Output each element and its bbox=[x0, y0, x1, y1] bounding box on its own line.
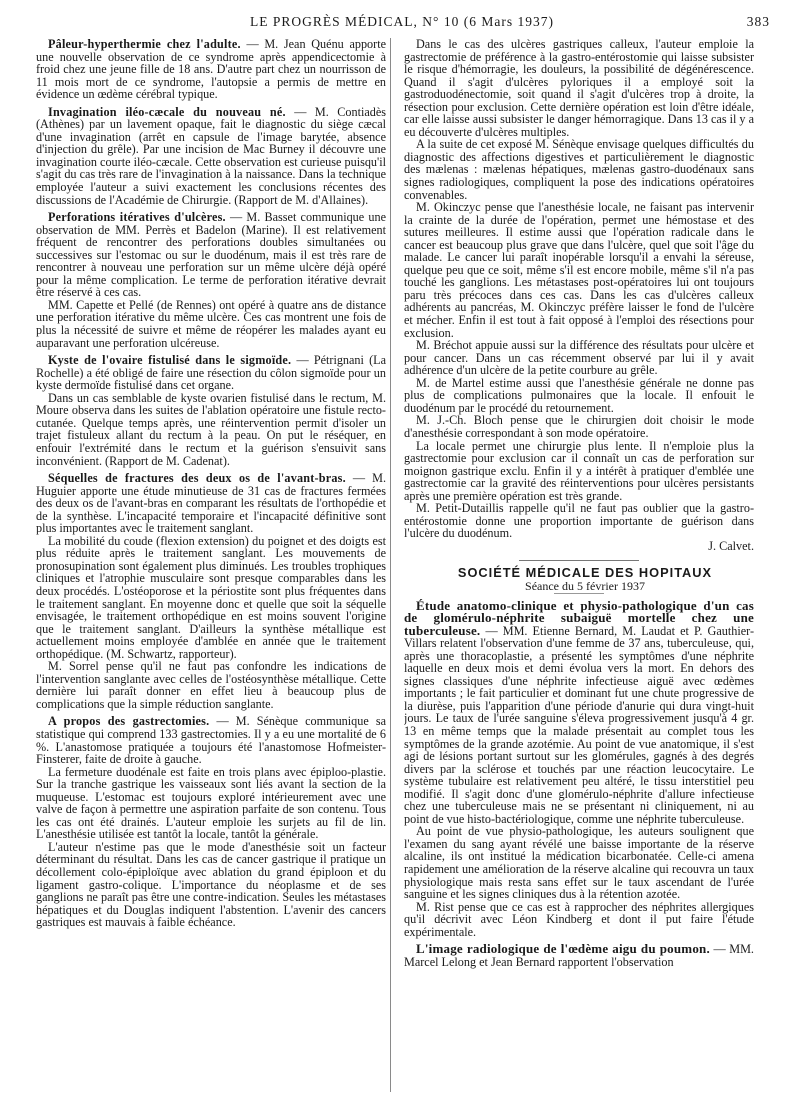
article-paragraph: M. Sorrel pense qu'il ne faut pas confondre les indications de l'intervention sanglante avec celles de l'ostéosynthèse métallique. Cette dernière lui paraît donner en effet lieu à beaucoup plus de complications que la simple réduction sanglante. bbox=[36, 659, 386, 711]
section-rule bbox=[519, 560, 639, 561]
article-title: A propos des gastrectomies. bbox=[48, 714, 210, 729]
column-divider bbox=[390, 38, 391, 1092]
article-paragraph bbox=[36, 106, 386, 206]
session-date: Séance du 5 février 1937 bbox=[525, 578, 645, 593]
right-column-paragraphs bbox=[404, 38, 754, 540]
article bbox=[36, 472, 386, 710]
article-paragraph: A la suite de cet exposé M. Sénèque envisage quelques difficultés du diagnostic des affections digestives et particulièrement le diagnostic des mælenas : mælenas hépatiques, mælenas gastro-duodénaux sans signes radiologiques, compliquent la pose des indications opératoires convenables. bbox=[404, 137, 754, 202]
article-title: Séquelles de fractures des deux os de l'avant-bras. bbox=[48, 471, 346, 486]
article-body: — M. Jean Quénu apporte une nouvelle observation de ce syndrome après appendicectomie à froid chez une jeune fille de 18 ans. D'autre part chez un nourrisson de 11 mois mort de ce syndrome, l'autopsie a permis de mettre en évidence un œdème cérébral typique. bbox=[36, 38, 386, 102]
article bbox=[36, 106, 386, 206]
society-title: SOCIÉTÉ MÉDICALE DES HOPITAUX bbox=[457, 565, 713, 581]
article-body: — M. Basset communique une observation de MM. Perrès et Badelon (Marine). Il est relativement fréquent de rencontrer des perforations doubles simultanées ou successives sur l'estomac ou sur le duodénum, mais il est très rare de rencontrer à nouveau une perforation sur un même ulcère déjà opéré pour la même complication. Le terme de perforation itérative devrait être réservé à ces cas. bbox=[36, 210, 386, 300]
article bbox=[36, 211, 386, 349]
left-column bbox=[36, 38, 386, 1088]
article-paragraph: M. J.-Ch. Bloch pense que le chirurgien doit choisir le mode d'anesthésie correspondant à son mode opératoire. bbox=[404, 413, 754, 440]
article-oedeme-poumon bbox=[404, 943, 754, 968]
article-title: Kyste de l'ovaire fistulisé dans le sigmoïde. bbox=[48, 353, 292, 368]
article-paragraph: M. Bréchot appuie aussi sur la différence des résultats pour ulcère et pour cancer. Dans un cas récemment observé par lui il y avait adhérence d'un ulcère de la petite courbure au grêle. bbox=[404, 338, 754, 378]
article-paragraph: Au point de vue physio-pathologique, les auteurs soulignent que l'examen du sang ayant révélé une baisse importante de la réserve alcaline, ils ont institué la médication bicarbonatée. Celle-ci amena rapidement une amélioration de la réserve alcaline qui recouvra un taux physiologique mais resta sans effet sur le taux ascendant de l'urée sanguine et les signes cliniques dus à la rétention azotée. bbox=[404, 824, 754, 902]
article-glomerulonephrite bbox=[404, 597, 754, 939]
article-paragraph: MM. Capette et Pellé (de Rennes) ont opéré à quatre ans de distance une perforation itérative du même ulcère. Ces cas montrent une fois de plus la nécessité de suivre et même de réopérer les malades ayant eu auparavant une perforation ulcéreuse. bbox=[36, 297, 386, 350]
article-body: — M. Huguier apporte une étude minutieuse de 31 cas de fractures fermées des deux os de l'avant-bras en comparant les résultats de l'orthopédie et de la synthèse. L'incapacité temporaire et l'incapacité définitive sont plus importantes avec le traitement sanglant. bbox=[36, 471, 386, 536]
article-body: — M. Sénèque communique sa statistique qui comprend 133 gastrectomies. Il y a eu une mortalité de 6 %. L'anastomose pratiquée a toujours été l'anastomose Hofmeister-Finsterer, faite de droite à gauche. bbox=[36, 714, 386, 767]
article-title: L'image radiologique de l'œdème aigu du poumon. bbox=[416, 941, 710, 957]
journal-title: LE PROGRÈS MÉDICAL, N° 10 (6 Mars 1937) bbox=[250, 14, 554, 29]
article-paragraph: La fermeture duodénale est faite en trois plans avec épiploo-plastie. Sur la tranche gastrique les vaisseaux sont liés avant la section de la muqueuse. L'estomac est toujours exploré intérieurement avec une valve de façon à permettre une aspiration parfaite de son contenu. Tous les cas ont été drainés. L'auteur emploie les surjets au fil de lin. L'anesthésie utilisée est tantôt la locale, tantôt la générale. bbox=[36, 764, 386, 842]
article-title: Perforations itératives d'ulcères. bbox=[48, 210, 226, 225]
right-column bbox=[404, 38, 754, 1088]
article-body: — MM. Marcel Lelong et Jean Bernard rapportent l'observation bbox=[404, 942, 754, 969]
article-paragraph bbox=[36, 354, 386, 392]
article bbox=[36, 38, 386, 101]
article bbox=[36, 354, 386, 467]
signature: J. Calvet. bbox=[708, 538, 754, 553]
article-paragraph bbox=[36, 472, 386, 535]
article-paragraph: M. Rist pense que ce cas est à rapprocher des néphrites allergiques qu'il décrivit avec Léon Kindberg et dont il put faire l'étude expérimentale. bbox=[404, 899, 754, 939]
running-head bbox=[34, 14, 770, 34]
page-number: 383 bbox=[746, 14, 770, 29]
article-paragraph: M. Okinczyc pense que l'anesthésie locale, ne faisant pas intervenir la crainte de la durée de l'opération, permet une hémostase et des sutures meilleures. Il estime aussi que l'opération radicale dans le cancer est beaucoup plus grave que dans l'ulcère, quel que soit l'âge du malade. Le cancer lui paraît inopérable lorsqu'il a envahi la séreuse, quelque peu que ce soit, même s'il est encore mobile, même s'il n'a pas touché les ganglions. Les métastases post-opératoires lui ont toujours paru très précoces dans ces cas. Dans les cas d'ulcères calleux adhérents au pancréas, M. Okinczyc préfère laisser le fond de l'ulcère et mécher. Enfin il est tout à fait opposé à l'emploi des résections pour exclusion. bbox=[404, 200, 754, 340]
article-title: Invagination iléo-cæcale du nouveau né. bbox=[48, 104, 286, 119]
article-title: Étude anatomo-clinique et physio-pathologique d'un cas de glomérulo-néphrite subaiguë mortelle chez une tuberculeuse. bbox=[404, 597, 754, 638]
article-paragraph: M. Petit-Dutaillis rappelle qu'il ne faut pas oublier que la gastro-entérostomie donne une proportion importante de guérison dans l'ulcère du duodénum. bbox=[404, 501, 754, 541]
article-paragraph bbox=[36, 715, 386, 765]
article-paragraph bbox=[36, 38, 386, 101]
article-paragraph: M. de Martel estime aussi que l'anesthésie générale ne donne pas plus de complications pulmonaires que la locale. Il enfouit le duodénum par le procédé du retournement. bbox=[404, 375, 754, 415]
article-paragraph: Dans le cas des ulcères gastriques calleux, l'auteur emploie la gastrectomie de préférence à la gastro-entérostomie qui laisse subsister le risque d'hémorragie, les douleurs, la possibilité de dégénérescence. Quand il s'agit d'ulcères pyloriques il a employé soit la gastroduodénectomie, soit quand il s'agit d'ulcères trop à droite, la résection pour exclusion. Cette dernière opération est loin d'être idéale, car elle laisse aussi subsister le danger hémorragique. Dans 13 cas il y a eu découverte d'ulcères multiples. bbox=[404, 38, 754, 139]
article-body: — Pétrignani (La Rochelle) a été obligé de faire une résection du côlon sigmoïde pour un kyste dermoïde fistulisé dans cet organe. bbox=[36, 353, 386, 393]
article-paragraph: La locale permet une chirurgie plus lente. Il n'emploie plus la gastrectomie pour exclusion car il connaît un cas de perforation sur moignon gastrique exclu. Enfin il y a intérêt à pratiquer d'emblée une gastrectomie car la gravité des réinterventions pour ulcères persistants après une première opération est très grande. bbox=[404, 438, 754, 503]
article bbox=[36, 715, 386, 928]
article-paragraph: Dans un cas semblable de kyste ovarien fistulisé dans le rectum, M. Moure observa dans les suites de l'ablation opératoire une fistule recto-cutanée. Quelque temps après, une réintervention permit d'isoler un trajet fistuleux allant du rectum à la peau. On put le réséquer, en enfouir l'extrémité dans le rectum et la guérison s'ensuivit sans inconvénient. (Rapport de M. Cadenat). bbox=[36, 390, 386, 468]
article-body: — MM. Etienne Bernard, M. Laudat et P. Gauthier-Villars relatent l'observation d'une femme de 37 ans, tuberculeuse, qui, après une thoracoplastie, a présenté les symptômes d'une néphrite laquelle en deux mois et demi évolua vers la mort. En dehors des signes classiques d'une néphrite infectieuse aiguë avec œdèmes importants ; le fait particulier et dominant fut une chute progressive de la diurèse, puis l'apparition d'une période d'anurie qui dura vingt-huit jours. Le taux de l'urée sanguine s'éleva progressivement jusqu'à 4 gr. 13 en même temps que la malade présentait au complet tous les symptômes de la grande azotémie. Au point de vue anatomique, il s'est agi de lésions portant surtout sur les glomérules, gagnés à des degrés divers par la sclérose et touchés par une réaction leucocytaire. Le système tubulaire est relativement peu altéré, le tissu interstitiel peu modifié. Il s'agit donc d'une glomérulo-néphrite d'allure infectieuse chez une tuberculeuse mais ne se présentant ni cliniquement, ni au point de vue histo-bactériologique, comme une néphrite tuberculeuse. bbox=[404, 623, 754, 826]
article-paragraph: L'auteur n'estime pas que le mode d'anesthésie soit un facteur déterminant du résultat. Dans les cas de cancer gastrique il pratique un décollement colo-épiploïque avec ablation du grand épiploon et du ligament gastro-colique. L'importance du néoplasme et de ses ganglions ne paraît pas être une contre-indication. Seules les métastases hépatiques et du Douglas indiquent l'abstention. L'avenir des cancers gastriques est mauvais à faible échéance. bbox=[36, 839, 386, 930]
article-paragraph bbox=[36, 211, 386, 299]
article-paragraph: La mobilité du coude (flexion extension) du poignet et des doigts est plus réduite après le traitement sanglant. Les mouvements de pronosupination sont également plus diminués. Les troubles trophiques cliniques et l'atrophie musculaire sont presque comparables dans les deux procédés. L'ostéoporose et la périostite sont plus fréquentes dans le traitement sanglant. En moyenne donc et quelle que soit la séquelle envisagée, le traitement orthopédique en est moins souvent l'origine que le traitement sanglant. D'ailleurs la synthèse métallique est actuellement moins employée d'amblée en année que le traitement orthopédique. (M. Schwartz, rapporteur). bbox=[36, 533, 386, 661]
article-body: — M. Contiadès (Athènes) par un lavement opaque, fait le diagnostic du siège cæcal d'une invagination (arrêt en capsule de l'image barytée, absence d'injection du grêle). Par une incision de Mac Burney il découvre une invagination courte iléo-cæcale. Cette observation est curieuse puisqu'il s'agit du cas très rare de l'invagination à la naissance. Dans la technique employée l'auteur a suivi exactement les conclusions récentes des discussions de l'Académie de Chirurgie. (Rapport de M. d'Allaines). bbox=[36, 104, 386, 207]
article-title: Pâleur-hyperthermie chez l'adulte. bbox=[48, 38, 241, 51]
